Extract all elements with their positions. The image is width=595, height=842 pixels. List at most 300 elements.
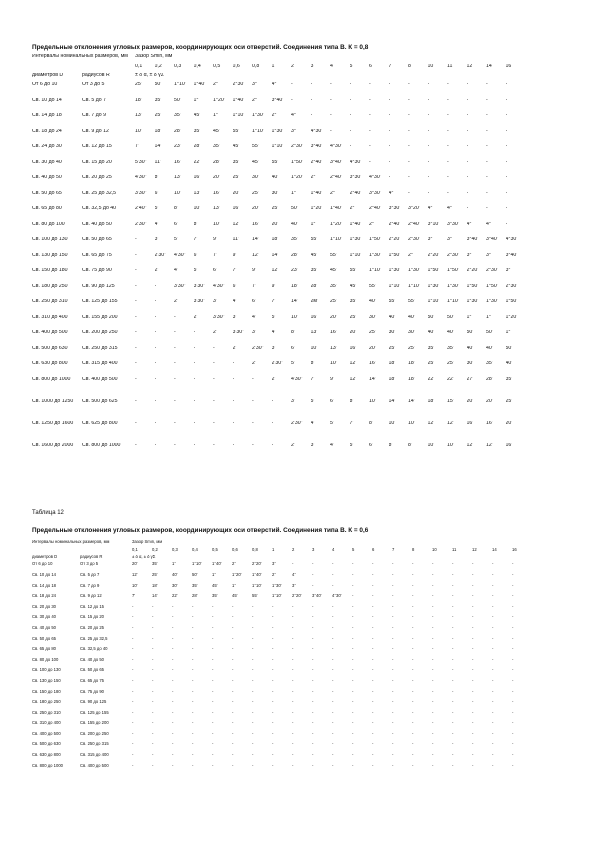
value-cell: 4' [330,442,334,448]
value-cell: - [452,753,454,758]
table-row [32,399,525,421]
column-header: 16 [512,548,517,552]
value-cell: - [310,82,313,87]
radius-cell: Св. 65 до 75 [82,252,112,258]
diameter-cell: Св. 10 до 14 [32,97,62,103]
value-cell: - [432,625,434,630]
value-cell: - [312,583,314,588]
column-header: 0,5 [213,64,221,69]
radius-cell: От 3 до 5 [80,562,99,567]
value-cell: - [332,625,334,630]
value-cell: 18' [135,97,142,103]
value-cell: - [174,420,176,426]
diameter-cell: Св. 80 до 100 [32,657,59,662]
value-cell: - [472,583,474,588]
value-cell: 1°20' [310,206,323,211]
value-cell: 9' [232,252,237,258]
value-cell: - [466,97,469,103]
value-cell: - [369,97,371,103]
radius-cell: Св. 200 до 250 [82,330,118,335]
value-cell: - [135,237,137,242]
value-cell: 18' [388,376,396,382]
diameter-cell: От 6 до 10 [32,562,53,567]
value-cell: - [492,763,494,768]
value-cell: - [492,647,494,652]
value-cell: - [312,700,314,705]
value-cell: - [372,625,374,630]
value-cell: - [312,753,314,758]
value-cell: - [292,657,294,662]
value-cell: 2°40' [310,159,323,165]
value-cell: - [212,753,214,758]
value-cell: 1°40' [212,562,222,567]
value-cell: 1°30' [271,128,284,134]
header-radius: радиусов R [82,73,110,78]
value-cell: - [372,763,374,768]
table-row [32,284,525,300]
value-cell: - [505,113,508,118]
value-cell: - [472,647,474,652]
value-cell: - [312,562,314,567]
value-cell: 13' [135,113,142,118]
column-header: 12 [472,548,477,552]
value-cell: - [232,647,234,652]
value-cell: 16' [232,206,240,211]
header-diameter: диаметров D [32,73,64,78]
table-row [32,584,532,595]
value-cell: - [212,647,214,652]
value-cell: - [372,594,374,599]
radius-cell: Св. 25 до 32,5 [80,636,108,641]
value-cell: 8' [154,175,159,180]
value-cell: 8' [349,398,354,404]
value-cell: - [412,731,414,736]
value-cell: - [252,398,254,404]
value-cell: - [372,604,374,609]
value-cell: - [312,678,314,683]
value-cell: 13' [310,330,318,335]
column-header: 8 [408,64,411,69]
value-cell: - [312,572,314,577]
value-cell: - [392,572,394,577]
value-cell: - [152,604,154,609]
value-cell: - [174,398,176,404]
table-row [32,346,525,362]
value-cell: - [135,376,137,382]
radius-cell: Св. 200 до 250 [80,731,109,736]
value-cell: 12' [232,221,240,227]
radius-cell: Св. 315 до 400 [80,753,109,758]
value-cell: - [252,636,254,641]
column-header: 8 [412,548,415,552]
column-header: 2 [292,548,295,552]
value-cell: - [332,572,334,577]
value-cell: 10' [330,361,337,366]
value-cell: - [232,710,234,715]
value-cell: - [492,562,494,567]
value-cell: - [192,678,194,683]
value-cell: - [192,742,194,747]
value-cell: 7' [193,237,198,242]
value-cell: - [427,82,430,87]
value-cell: - [472,721,474,726]
value-cell: 2°20' [388,237,401,242]
value-cell: - [408,97,410,103]
value-cell: 28' [174,128,181,134]
value-cell: 3' [232,314,237,320]
column-header: 10 [432,548,437,552]
value-cell: - [135,314,137,320]
radius-cell: Св. 400 до 500 [80,763,109,768]
value-cell: 2°40' [369,206,381,211]
value-cell: 3' [213,299,217,304]
value-cell: - [232,636,234,641]
value-cell: - [452,647,454,652]
value-cell: - [232,763,234,768]
value-cell: - [352,636,354,641]
value-cell: 1°50' [291,159,303,165]
value-cell: - [512,657,514,662]
value-cell: - [369,128,371,134]
column-header: 0,8 [252,548,258,552]
value-cell: 1° [291,190,296,196]
value-cell: 5' [349,442,354,448]
header-gap: Зазор Smin, мм [132,540,163,544]
diameter-cell: Св. 310 до 400 [32,721,61,726]
value-cell: 1°10' [272,594,282,599]
value-cell: 1°50' [447,268,459,273]
value-cell: - [472,636,474,641]
value-cell: - [212,668,214,673]
value-cell: 13' [330,345,337,351]
value-cell: 2°40' [408,221,420,227]
value-cell: 16' [193,175,201,180]
value-cell: 11' [154,159,161,165]
value-cell: - [132,689,134,694]
value-cell: 4' [310,420,315,426]
value-cell: - [174,345,176,351]
table-row [32,711,532,722]
value-cell: - [352,763,354,768]
value-cell: 1°40' [310,190,323,196]
value-cell: - [312,636,314,641]
diameter-cell: Св. 500 до 630 [32,742,61,747]
value-cell: 1° [172,562,177,567]
radius-cell: Св. 90 до 125 [82,283,115,289]
value-cell: 3° [486,252,491,258]
value-cell: 13' [174,175,181,180]
value-cell: 6' [291,345,295,351]
value-cell: 2° [252,97,257,103]
value-cell: 6' [232,283,237,289]
table-row [32,253,525,269]
value-cell: 4' [271,330,276,335]
value-cell: - [447,190,449,196]
value-cell: - [492,625,494,630]
value-cell: 35' [192,583,198,588]
value-cell: - [472,710,474,715]
value-cell: - [392,710,394,715]
table-row [32,594,532,605]
value-cell: - [312,731,314,736]
value-cell: - [213,420,215,426]
value-cell: - [132,625,134,630]
value-cell: - [154,398,157,404]
value-cell: - [472,678,474,683]
value-cell: - [472,753,474,758]
diameter-cell: Св. 50 до 65 [32,190,62,196]
value-cell: 16' [466,420,474,426]
value-cell: - [492,721,494,726]
column-header: 12 [466,64,473,69]
column-header: 6 [369,64,372,69]
value-cell: 2° [369,221,374,227]
value-cell: 1°30' [349,237,362,242]
value-cell: - [272,678,274,683]
value-cell: - [427,128,430,134]
value-cell: 28' [213,159,220,165]
diameter-cell: Св. 180 до 250 [32,283,68,289]
value-cell: - [252,420,254,426]
column-header: 1 [271,64,275,69]
value-cell: 25' [349,314,357,320]
value-cell: - [272,721,274,726]
value-cell: 3°40' [330,159,342,165]
value-cell: 5' [193,268,198,273]
value-cell: 40' [486,345,493,351]
value-cell: 4' [154,221,159,227]
value-cell: - [372,562,374,567]
value-cell: - [292,625,294,630]
value-cell: 40' [271,175,279,180]
value-cell: 1°50' [486,283,498,289]
value-cell: - [372,583,374,588]
value-cell: - [252,742,254,747]
value-cell: - [372,572,374,577]
column-header: 0,6 [232,548,238,552]
value-cell: 1°10' [369,268,381,273]
value-cell: - [352,721,354,726]
value-cell: - [135,252,137,258]
radius-cell: Св. 75 до 90 [82,268,112,273]
value-cell: 12' [252,252,259,258]
value-cell: - [349,97,352,103]
value-cell: - [432,763,434,768]
value-cell: - [292,562,294,567]
value-cell: 1° [212,572,217,577]
value-cell: - [352,668,354,673]
value-cell: - [452,742,454,747]
value-cell: - [392,742,394,747]
value-cell: 12' [132,572,138,577]
value-cell: - [486,82,488,87]
value-cell: 2' [174,299,178,304]
value-cell: - [292,700,294,705]
value-cell: - [512,647,514,652]
value-cell: - [172,615,174,620]
value-cell: - [432,742,434,747]
value-cell: - [486,97,488,103]
value-cell: 2'30" [135,221,147,227]
table-row [32,700,532,711]
value-cell: - [252,700,254,705]
value-cell: - [292,763,294,768]
value-cell: 3° [427,237,433,242]
value-cell: - [432,710,434,715]
value-cell: 25' [271,206,279,211]
value-cell: - [505,206,508,211]
value-cell: 20' [213,175,220,180]
value-cell: - [392,636,394,641]
value-cell: 10' [291,314,298,320]
value-cell: - [135,283,137,289]
column-header: 14 [486,64,492,69]
value-cell: 1°50' [466,283,479,289]
value-cell: - [152,700,154,705]
value-cell: 55' [271,159,279,165]
value-cell: 10' [408,420,415,426]
value-cell: 14' [271,252,279,258]
value-cell: - [212,678,214,683]
value-cell: - [272,625,274,630]
value-cell: - [152,636,154,641]
radius-cell: Св. 155 до 200 [82,314,118,320]
value-cell: 1° [310,221,316,227]
value-cell: - [492,731,494,736]
value-cell: 2° [232,562,237,567]
value-cell: 18' [271,237,279,242]
value-cell: 1°10' [192,562,202,567]
value-cell: 10' [174,190,181,196]
value-cell: 6' [154,190,159,196]
value-cell: 3°40' [271,97,284,103]
value-cell: - [392,689,394,694]
value-cell: - [492,753,494,758]
radius-cell: Св. 50 до 65 [82,237,112,242]
diameter-cell: Св. 80 до 100 [32,221,65,227]
value-cell: 50' [154,82,162,87]
table-row [32,573,532,584]
value-cell: - [388,159,391,165]
value-cell: 40' [408,314,415,320]
value-cell: 30' [252,175,259,180]
table2 [32,540,532,774]
value-cell: - [193,330,196,335]
value-cell: 4° [292,572,297,577]
value-cell: 1°30' [252,113,264,118]
value-cell: 3°30' [447,221,459,227]
value-cell: 10' [132,583,138,588]
value-cell: 18' [388,361,396,366]
value-cell: - [505,175,508,180]
value-cell: - [392,647,394,652]
value-cell: - [452,615,454,620]
value-cell: - [132,657,134,662]
column-header: 7 [388,64,392,69]
radius-cell: Св. 155 до 200 [80,721,109,726]
value-cell: - [492,604,494,609]
value-cell: 7' [135,144,139,149]
value-cell: - [512,562,514,567]
value-cell: - [252,376,254,382]
value-cell: - [369,113,371,118]
value-cell: - [492,689,494,694]
value-cell: - [472,562,474,567]
value-cell: - [330,97,332,103]
value-cell: - [427,144,430,149]
value-cell: - [172,753,174,758]
value-cell: - [172,721,174,726]
diameter-cell: Св. 50 до 65 [32,636,56,641]
value-cell: - [152,678,154,683]
value-cell: - [512,710,514,715]
value-cell: 35' [174,113,181,118]
value-cell: 40' [172,572,178,577]
value-cell: 2°40' [388,221,401,227]
value-cell: - [154,361,157,366]
value-cell: 3'30" [232,330,244,335]
table2-caption: Таблица 12 [32,510,64,516]
value-cell: 35' [212,594,218,599]
value-cell: - [352,678,354,683]
value-cell: 2°30' [291,144,303,149]
value-cell: - [408,113,410,118]
value-cell: 16' [310,314,318,320]
value-cell: 5' [310,398,315,404]
diameter-cell: Св. 630 до 800 [32,361,68,366]
value-cell: 45' [330,268,337,273]
column-header: 11 [447,64,453,69]
radius-cell: Св. 15 до 20 [82,159,112,165]
value-cell: 5' [330,420,334,426]
value-cell: - [192,647,194,652]
value-cell: - [432,689,434,694]
value-cell: - [135,442,137,448]
value-cell: - [392,583,394,588]
value-cell: - [466,159,469,165]
value-cell: - [472,742,474,747]
value-cell: 30' [388,330,396,335]
value-cell: - [152,615,154,620]
value-cell: - [132,763,134,768]
value-cell: - [408,175,410,180]
value-cell: 10' [213,221,220,227]
value-cell: - [486,113,488,118]
value-cell: 1°40' [330,206,342,211]
table-row [32,361,525,377]
value-cell: - [412,700,414,705]
value-cell: 40' [388,314,396,320]
value-cell: - [486,159,488,165]
value-cell: - [192,615,194,620]
value-cell: - [392,700,394,705]
value-cell: - [292,689,294,694]
table-row [32,764,532,775]
value-cell: 28' [193,144,201,149]
value-cell: 35' [505,376,513,382]
column-header: 10 [427,64,434,69]
diameter-cell: Св. 630 до 800 [32,753,61,758]
value-cell: 12' [447,420,454,426]
value-cell: 1°20' [213,97,225,103]
value-cell: 4' [232,299,237,304]
value-cell: - [192,657,194,662]
value-cell: 35' [447,345,454,351]
value-cell: - [486,144,488,149]
value-cell: - [512,625,514,630]
value-cell: 2°20' [427,252,440,258]
header-tolerance: ± δ α, ± δ γΣ [135,73,164,78]
